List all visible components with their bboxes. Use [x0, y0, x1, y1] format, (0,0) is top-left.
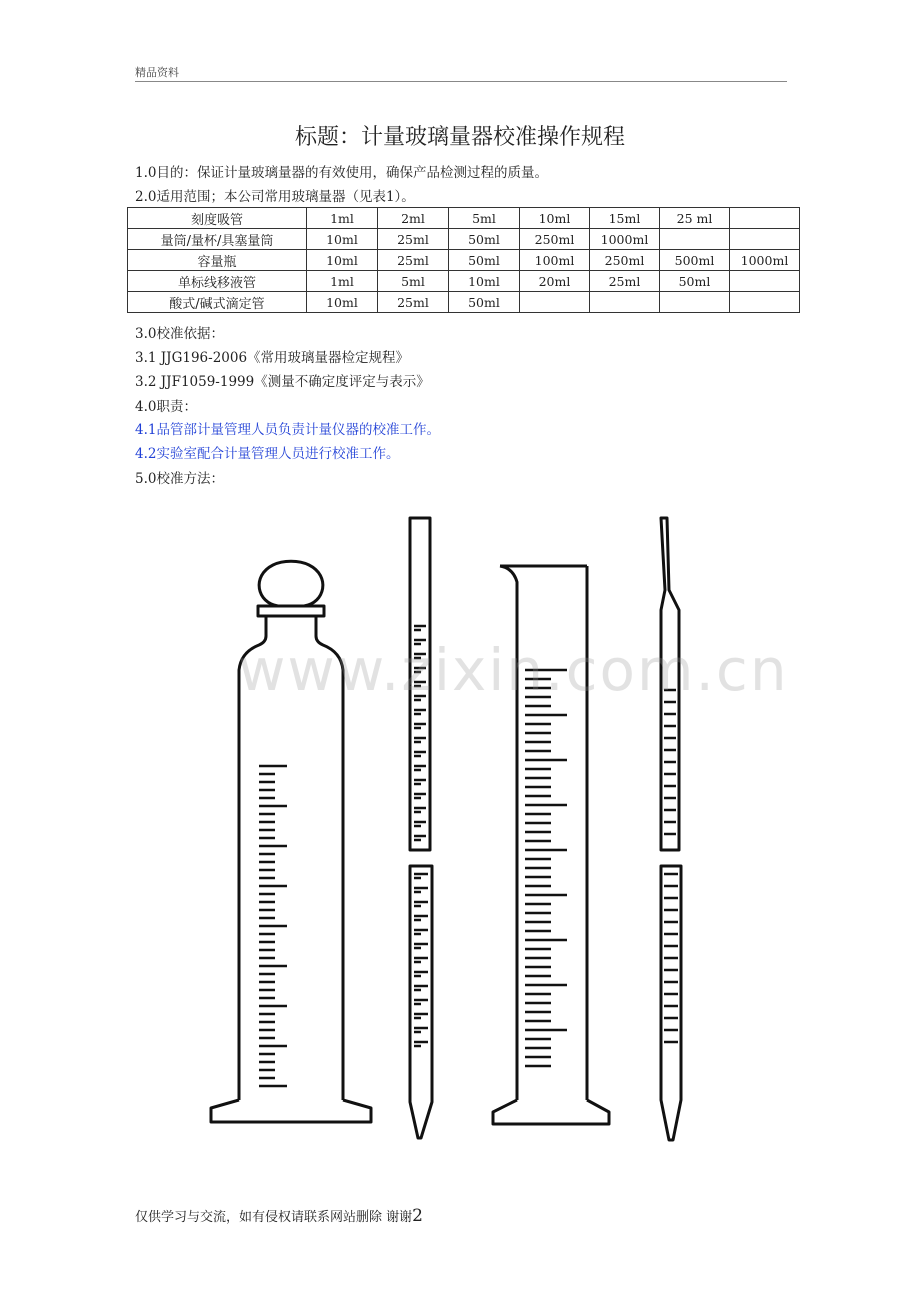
table-cell — [730, 229, 800, 250]
table-row — [128, 271, 800, 292]
page-header: 精品资料 — [135, 66, 179, 79]
glassware-illustration — [195, 510, 715, 1150]
table-cell — [730, 292, 800, 313]
table-cell — [730, 208, 800, 229]
page-number: 2 — [412, 1206, 423, 1226]
footer-note: 仅供学习与交流，如有侵权请联系网站删除 谢谢 — [135, 1210, 413, 1225]
table-cell: 10ml — [307, 229, 378, 250]
purpose-paragraph: 1.0目的：保证计量玻璃量器的有效使用，确保产品检测过程的质量。 — [135, 165, 548, 181]
table-row — [128, 229, 800, 250]
table-cell: 10ml — [307, 292, 378, 313]
table-cell: 25ml — [590, 271, 660, 292]
table-cell — [590, 292, 660, 313]
table-cell: 2ml — [378, 208, 449, 229]
table-cell: 100ml — [520, 250, 590, 271]
table-cell: 500ml — [660, 250, 730, 271]
row-label: 单标线移液管 — [128, 271, 307, 292]
row-label: 容量瓶 — [128, 250, 307, 271]
table-cell: 15ml — [590, 208, 660, 229]
duty-heading: 4.0职责： — [135, 399, 197, 415]
method-heading: 5.0校准方法： — [135, 471, 224, 487]
header-rule — [135, 81, 787, 82]
table-cell: 1ml — [307, 271, 378, 292]
graduated-pipette-2 — [661, 518, 681, 1140]
table-row — [128, 208, 800, 229]
table-cell: 50ml — [449, 292, 520, 313]
row-label: 酸式/碱式滴定管 — [128, 292, 307, 313]
table-cell: 10ml — [449, 271, 520, 292]
table-cell: 25ml — [378, 292, 449, 313]
table-cell: 20ml — [520, 271, 590, 292]
row-label: 刻度吸管 — [128, 208, 307, 229]
table-cell: 25ml — [378, 250, 449, 271]
table-cell: 25ml — [378, 229, 449, 250]
table-cell: 5ml — [449, 208, 520, 229]
table-cell: 50ml — [449, 250, 520, 271]
table-cell — [520, 292, 590, 313]
table-cell: 1000ml — [730, 250, 800, 271]
table-cell: 25 ml — [660, 208, 730, 229]
table-cell: 250ml — [590, 250, 660, 271]
glassware-table — [127, 207, 800, 313]
table-cell: 10ml — [307, 250, 378, 271]
table-row — [128, 250, 800, 271]
table-cell — [660, 229, 730, 250]
scope-paragraph: 2.0适用范围；本公司常用玻璃量器（见表1）。 — [135, 189, 415, 205]
table-row — [128, 292, 800, 313]
table-cell: 5ml — [378, 271, 449, 292]
table-cell: 50ml — [660, 271, 730, 292]
table-cell: 10ml — [520, 208, 590, 229]
basis-item-1: 3.1 JJG196-2006《常用玻璃量器检定规程》 — [135, 350, 410, 366]
page-title: 标题：计量玻璃量器校准操作规程 — [294, 125, 625, 150]
table-cell — [660, 292, 730, 313]
table-cell: 50ml — [449, 229, 520, 250]
table-cell: 1000ml — [590, 229, 660, 250]
watermark: www.zixin.com.cn — [238, 636, 789, 704]
basis-heading: 3.0校准依据： — [135, 326, 224, 342]
basis-item-2: 3.2 JJF1059-1999《测量不确定度评定与表示》 — [135, 374, 430, 390]
table-cell — [730, 271, 800, 292]
duty-item-2: 4.2实验室配合计量管理人员进行校准工作。 — [135, 446, 400, 462]
row-label: 量筒/量杯/具塞量筒 — [128, 229, 307, 250]
duty-item-1: 4.1品管部计量管理人员负责计量仪器的校准工作。 — [135, 422, 440, 438]
table-cell: 250ml — [520, 229, 590, 250]
table-cell: 1ml — [307, 208, 378, 229]
page-footer — [135, 1206, 423, 1226]
